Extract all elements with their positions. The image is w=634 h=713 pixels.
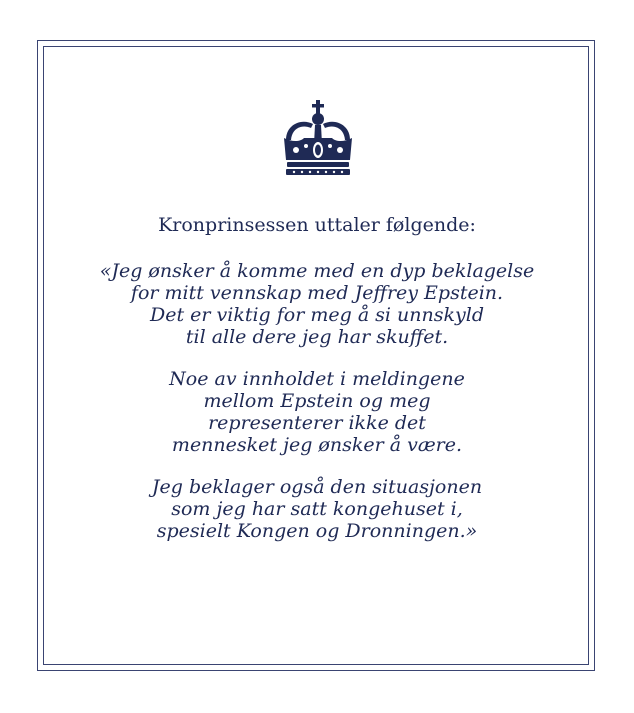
statement-paragraph-1 [0, 260, 634, 348]
statement-line: som jeg har satt kongehuset i, [171, 498, 463, 520]
statement-line: representerer ikke det [208, 412, 426, 434]
statement-heading: Kronprinsessen uttaler følgende: [158, 214, 476, 236]
statement-line: Det er viktig for meg å si unnskyld [150, 304, 484, 326]
statement-line: for mitt vennskap med Jeffrey Epstein. [130, 282, 504, 304]
statement-line: til alle dere jeg har skuffet. [185, 326, 449, 348]
royal-crown-icon [280, 100, 356, 180]
statement-line: mellom Epstein og meg [203, 390, 431, 412]
statement-line: «Jeg ønsker å komme med en dyp beklagelse [99, 260, 535, 282]
statement-paragraph-3 [0, 476, 634, 542]
statement-line: spesielt Kongen og Dronningen.» [156, 520, 478, 542]
statement-line: Jeg beklager også den situasjonen [151, 476, 483, 498]
statement-line: mennesket jeg ønsker å være. [171, 434, 463, 456]
statement-line: Noe av innholdet i meldingene [169, 368, 465, 390]
statement-paragraph-2 [0, 368, 634, 456]
